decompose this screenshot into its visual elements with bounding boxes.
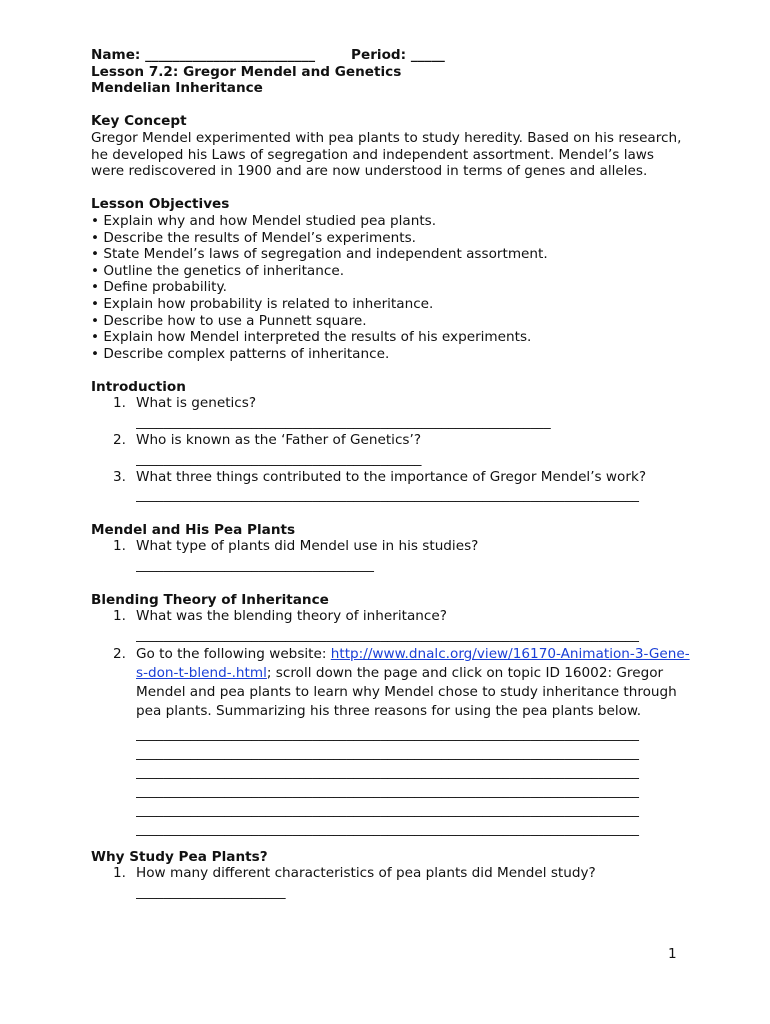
page-number: 1 <box>668 946 677 962</box>
objective-item: • Explain why and how Mendel studied pea plants. <box>91 212 437 229</box>
question-item <box>91 395 691 432</box>
answer-blank[interactable]: __________________________________________________________________________ <box>136 801 639 818</box>
question-number: 1. <box>113 538 126 555</box>
worksheet-content <box>91 47 691 902</box>
objective-item: • Describe how to use a Punnett square. <box>91 312 367 329</box>
question-number: 3. <box>113 468 126 485</box>
question-text: What three things contributed to the importance of Gregor Mendel’s work? <box>136 468 647 485</box>
question-number: 1. <box>113 865 126 882</box>
lesson-subtitle: Mendelian Inheritance <box>91 80 263 97</box>
objectives-heading: Lesson Objectives <box>91 196 230 213</box>
name-period-row <box>91 47 691 64</box>
answer-blank[interactable]: ___________________________________ <box>136 557 374 574</box>
question-number: 1. <box>113 608 126 625</box>
name-blank: _________________________ <box>145 47 316 63</box>
question-item <box>91 865 691 902</box>
objectives-list <box>91 213 691 362</box>
question-text: What type of plants did Mendel use in his studies? <box>136 538 479 555</box>
answer-blank[interactable]: __________________________________________________________________________ <box>136 725 639 742</box>
introduction-heading: Introduction <box>91 378 186 395</box>
pea-plants-heading: Mendel and His Pea Plants <box>91 521 296 538</box>
question-number: 2. <box>113 645 126 662</box>
question-text <box>136 645 691 721</box>
question-number: 2. <box>113 432 126 449</box>
question-item <box>91 538 691 575</box>
key-concept-heading: Key Concept <box>91 113 187 130</box>
answer-blank[interactable]: __________________________________________ <box>136 450 422 467</box>
question-number: 1. <box>113 395 126 412</box>
period-label: Period: <box>351 47 407 63</box>
answer-blank[interactable]: __________________________________________________________________________ <box>136 782 639 799</box>
question-text: What was the blending theory of inheritance? <box>136 608 447 625</box>
name-label: Name: <box>91 47 141 63</box>
question-text: Who is known as the ‘Father of Genetics’? <box>136 432 422 449</box>
question-text: How many different characteristics of pea plants did Mendel study? <box>136 865 596 882</box>
answer-blank[interactable]: __________________________________________________________________________ <box>136 820 639 837</box>
objective-item: • Describe complex patterns of inheritance. <box>91 345 390 362</box>
question-item <box>91 469 691 506</box>
period-blank: _____ <box>410 47 445 63</box>
question-text: What is genetics? <box>136 395 257 412</box>
objective-item: • Outline the genetics of inheritance. <box>91 262 345 279</box>
why-pea-heading: Why Study Pea Plants? <box>91 848 268 865</box>
objective-item: • Describe the results of Mendel’s experiments. <box>91 229 417 246</box>
answer-blank[interactable]: ______________________ <box>136 884 286 900</box>
objective-item: • Explain how Mendel interpreted the results of his experiments. <box>91 329 532 346</box>
objective-item: • Define probability. <box>91 279 227 296</box>
question-item <box>91 645 691 839</box>
answer-blank[interactable]: __________________________________________________________________________ <box>136 763 639 780</box>
answer-blank[interactable]: __________________________________________________________________________ <box>136 487 639 504</box>
question-item <box>91 608 691 645</box>
objective-item: • Explain how probability is related to inheritance. <box>91 295 434 312</box>
answer-blank[interactable]: __________________________________________________________________________ <box>136 626 639 643</box>
objective-item: • State Mendel’s laws of segregation and independent assortment. <box>91 246 548 263</box>
answer-blank[interactable]: __________________________________________________________________________ <box>136 744 639 761</box>
key-concept-text: Gregor Mendel experimented with pea plants to study heredity. Based on his research, he developed his Laws of segregation and independent assortment. Mendel’s laws were rediscovered in 1900 and are now understood in terms of genes and alleles. <box>91 129 682 180</box>
question-item <box>91 432 691 469</box>
answer-blank[interactable]: _____________________________________________________________ <box>136 414 551 431</box>
lesson-title: Lesson 7.2: Gregor Mendel and Genetics <box>91 63 402 80</box>
website-prompt: Go to the following website: <box>136 645 331 662</box>
website-instructions: ; scroll down the page and click on topic ID 16002: Gregor Mendel and pea plants to learn why Mendel chose to study inheritance through pea plants. Summarizing his three reasons for using the pea plants below. <box>136 664 677 719</box>
dnalc-link[interactable]: http://www.dnalc.org/view/16170-Animation-3-Gene-s-don-t-blend-.html <box>136 645 690 681</box>
blending-heading: Blending Theory of Inheritance <box>91 591 329 608</box>
